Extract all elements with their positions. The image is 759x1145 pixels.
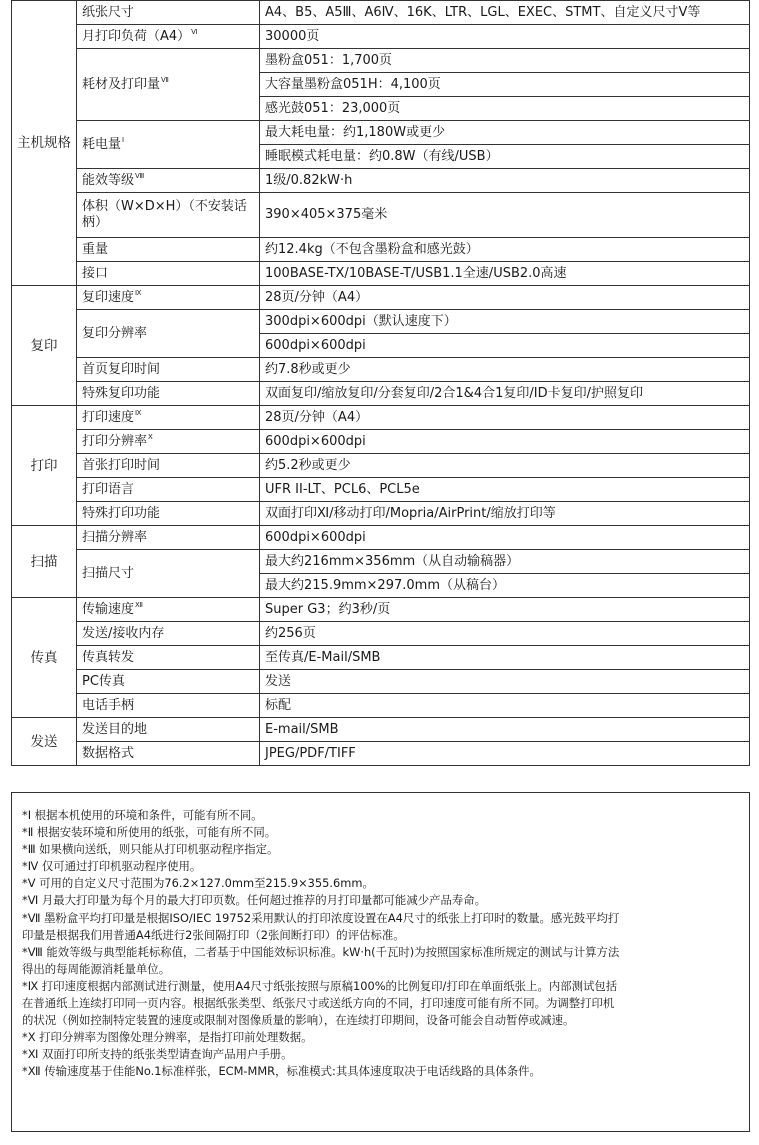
spec-row <box>12 670 750 694</box>
spec-value: 双面打印Ⅺ/移动打印/Mopria/AirPrint/缩放打印等 <box>260 502 750 526</box>
spec-value: 感光鼓051：23,000页 <box>260 97 750 121</box>
spec-label: 发送/接收内存 <box>77 622 260 646</box>
footnote-line: *Ⅹ 打印分辨率为图像处理分辨率，是指打印前处理数据。 <box>22 1030 313 1045</box>
spec-label: 数据格式 <box>77 742 260 766</box>
footnote-line: 在普通纸上连续打印同一页内容。根据纸张类型、纸张尺寸或送纸方向的不同，打印速度可能有所不同。为调整打印机 <box>22 996 615 1011</box>
footnote-line: *Ⅳ 仅可通过打印机驱动程序使用。 <box>22 859 202 874</box>
footnote-marker: Ⅵ <box>191 28 198 37</box>
spec-row <box>12 622 750 646</box>
footnote-marker: Ⅸ <box>135 409 142 418</box>
section-name: 打印 <box>12 406 77 526</box>
spec-label: 传输速度$^Ⅻ$ <box>77 598 260 622</box>
spec-value: 600dpi×600dpi <box>260 526 750 550</box>
section-name: 发送 <box>12 718 77 766</box>
spec-value: 最大约216mm×356mm（从自动输稿器） <box>260 550 750 574</box>
footnote-line: *Ⅸ 打印速度根据内部测试进行测量，使用A4尺寸纸张按照与原稿100%的比例复印/打印在单面纸张上。内部测试包括 <box>22 978 618 993</box>
spec-label: 能效等级$^Ⅷ$ <box>77 169 260 193</box>
spec-label: 打印语言 <box>77 478 260 502</box>
spec-value: 墨粉盒051：1,700页 <box>260 49 750 73</box>
footnotes <box>11 792 750 1132</box>
spec-row <box>12 454 750 478</box>
spec-value: 发送 <box>260 670 750 694</box>
spec-row <box>12 238 750 262</box>
spec-row <box>12 718 750 742</box>
footnote-line: 印量是根据我们用普通A4纸进行2张间隔打印（2张间断打印）的评估标准。 <box>22 927 405 942</box>
spec-value: 最大耗电量：约1,180W或更少 <box>260 121 750 145</box>
spec-row <box>12 478 750 502</box>
spec-row <box>12 502 750 526</box>
spec-row <box>12 382 750 406</box>
spec-label: 首张打印时间 <box>77 454 260 478</box>
footnote-line: *Ⅴ 可用的自定义尺寸范围为76.2×127.0mm至215.9×355.6mm。 <box>22 876 374 891</box>
spec-label: 纸张尺寸 <box>77 1 260 25</box>
footnote-line: *Ⅺ 双面打印所支持的纸张类型请查询产品用户手册。 <box>22 1047 293 1062</box>
spec-label: 接口 <box>77 262 260 286</box>
footnote-marker: Ⅻ <box>135 601 143 610</box>
spec-label: 打印分辨率$^Ⅹ$ <box>77 430 260 454</box>
footnote-marker: Ⅷ <box>135 172 145 181</box>
spec-value: A4、B5、A5Ⅲ、A6Ⅳ、16K、LTR、LGL、EXEC、STMT、自定义尺寸V等 <box>260 1 750 25</box>
footnote-line: *Ⅵ 月最大打印量为每个月的最大打印页数。任何超过推荐的月打印量都可能减少产品寿命。 <box>22 893 487 908</box>
spec-row <box>12 526 750 550</box>
footnote-line: *Ⅷ 能效等级与典型能耗标称值，二者基于中国能效标识标准。kW·h(千瓦时)为按照国家标准所规定的测试与计算方法 <box>22 944 620 959</box>
spec-value: 睡眠模式耗电量：约0.8W（有线/USB） <box>260 145 750 169</box>
spec-label: 打印速度$^Ⅸ$ <box>77 406 260 430</box>
footnote-line: *Ⅶ 墨粉盒平均打印量是根据ISO/IEC 19752采用默认的打印浓度设置在A4尺寸的纸张上打印时的数量。感光鼓平均打 <box>22 910 620 925</box>
spec-row <box>12 646 750 670</box>
spec-row <box>12 262 750 286</box>
spec-value: 600dpi×600dpi <box>260 334 750 358</box>
spec-label: 复印分辨率 <box>77 310 260 358</box>
section-name: 主机规格 <box>12 1 77 286</box>
spec-label: 首页复印时间 <box>77 358 260 382</box>
spec-label: 传真转发 <box>77 646 260 670</box>
footnote-line: *Ⅰ 根据本机使用的环境和条件，可能有所不同。 <box>22 808 263 822</box>
spec-row <box>12 430 750 454</box>
spec-label: 重量 <box>77 238 260 262</box>
spec-row <box>12 406 750 430</box>
footnote-line: *Ⅲ 如果横向送纸，则只能从打印机驱动程序指定。 <box>22 842 279 857</box>
spec-value: 大容量墨粉盒051H：4,100页 <box>260 73 750 97</box>
spec-label: PC传真 <box>77 670 260 694</box>
spec-value: 约5.2秒或更少 <box>260 454 750 478</box>
spec-value: JPEG/PDF/TIFF <box>260 742 750 766</box>
spec-row <box>12 49 750 73</box>
spec-label: 特殊复印功能 <box>77 382 260 406</box>
section-name: 复印 <box>12 286 77 406</box>
footnote-line: *Ⅱ 根据安装环境和所使用的纸张，可能有所不同。 <box>22 825 277 840</box>
spec-value: 300dpi×600dpi（默认速度下） <box>260 310 750 334</box>
spec-label: 特殊打印功能 <box>77 502 260 526</box>
spec-table <box>11 0 750 766</box>
spec-value: 至传真/E-Mail/SMB <box>260 646 750 670</box>
footnote-marker: Ⅹ <box>148 433 153 442</box>
spec-value: 30000页 <box>260 25 750 49</box>
spec-value: 600dpi×600dpi <box>260 430 750 454</box>
spec-value: 约12.4kg（不包含墨粉盒和感光鼓） <box>260 238 750 262</box>
spec-row <box>12 121 750 145</box>
spec-value: 约7.8秒或更少 <box>260 358 750 382</box>
spec-row <box>12 169 750 193</box>
spec-row <box>12 1 750 25</box>
footnote-line: 得出的每周能源消耗量单位。 <box>22 961 171 976</box>
spec-value: 1级/0.82kW·h <box>260 169 750 193</box>
spec-label: 耗材及打印量$^Ⅶ$ <box>77 49 260 121</box>
spec-value: 最大约215.9mm×297.0mm（从稿台） <box>260 574 750 598</box>
spec-value: 100BASE-TX/10BASE-T/USB1.1全速/USB2.0高速 <box>260 262 750 286</box>
spec-value: 390×405×375毫米 <box>260 193 750 238</box>
spec-row <box>12 694 750 718</box>
spec-row <box>12 358 750 382</box>
footnote-marker: Ⅰ <box>122 136 125 145</box>
section-name: 传真 <box>12 598 77 718</box>
spec-value: E-mail/SMB <box>260 718 750 742</box>
spec-row <box>12 286 750 310</box>
spec-label: 耗电量$^Ⅰ$ <box>77 121 260 169</box>
spec-value: 28页/分钟（A4） <box>260 286 750 310</box>
section-name: 扫描 <box>12 526 77 598</box>
spec-label: 体积（W×D×H）（不安装话柄） <box>77 193 260 238</box>
spec-value: UFR II-LT、PCL6、PCL5e <box>260 478 750 502</box>
spec-label: 发送目的地 <box>77 718 260 742</box>
spec-row <box>12 742 750 766</box>
footnote-marker: Ⅶ <box>161 76 169 85</box>
spec-label: 电话手柄 <box>77 694 260 718</box>
spec-label: 扫描分辨率 <box>77 526 260 550</box>
footnote-line: 的状况（例如控制特定装置的速度或限制对图像质量的影响），在连续打印期间，设备可能会自动暂停或减速。 <box>22 1013 575 1028</box>
spec-row <box>12 310 750 334</box>
spec-value: 28页/分钟（A4） <box>260 406 750 430</box>
spec-label: 扫描尺寸 <box>77 550 260 598</box>
spec-row <box>12 193 750 238</box>
footnote-marker: Ⅸ <box>135 289 142 298</box>
spec-row <box>12 25 750 49</box>
footnote-line: *Ⅻ 传输速度基于佳能No.1标准样张，ECM-MMR，标准模式:其具体速度取决于电话线路的具体条件。 <box>22 1064 541 1079</box>
spec-row <box>12 550 750 574</box>
spec-value: Super G3；约3秒/页 <box>260 598 750 622</box>
spec-label: 复印速度$^Ⅸ$ <box>77 286 260 310</box>
spec-value: 标配 <box>260 694 750 718</box>
spec-value: 约256页 <box>260 622 750 646</box>
spec-label: 月打印负荷$(A4)^Ⅵ$ <box>77 25 260 49</box>
spec-value: 双面复印/缩放复印/分套复印/2合1&4合1复印/ID卡复印/护照复印 <box>260 382 750 406</box>
spec-row <box>12 598 750 622</box>
